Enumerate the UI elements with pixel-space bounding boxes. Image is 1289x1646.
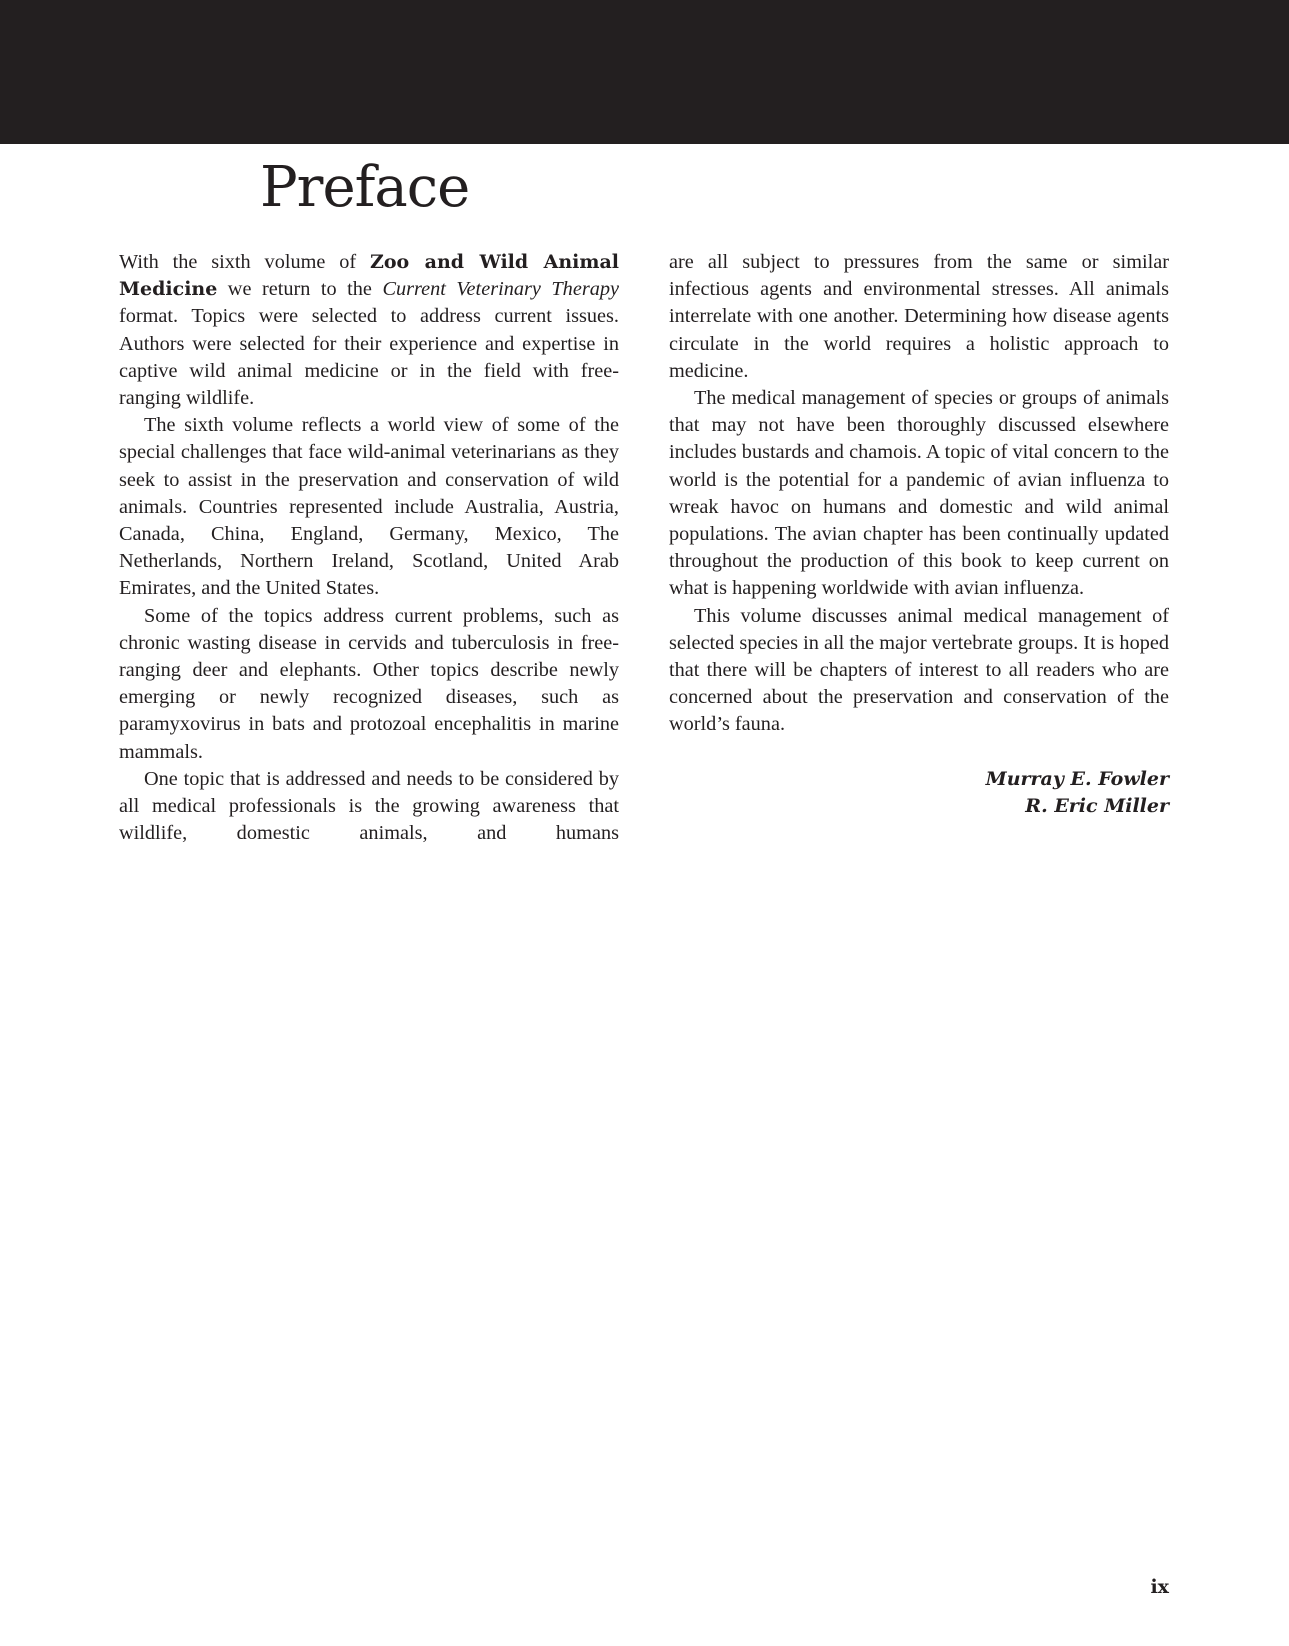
left-column [119, 249, 619, 847]
paragraph-medical-management: The medical management of species or groups of animals that may not have been thoroughly discussed elsewhere includes bustards and chamois. A topic of vital concern to the world is the potential for a pandemic of avian influenza to wreak havoc on humans and domestic and wild animal populations. The avian chapter has been continually updated throughout the production of this book to keep current on what is happening worldwide with avian influenza. [669, 387, 1169, 600]
page-number: ix [1150, 1576, 1169, 1598]
series-title: Current Veterinary Therapy [382, 278, 619, 301]
paragraph-one-topic-end: are all subject to pressures from the same or similar infectious agents and environmental stresses. All animals interrelate with one another. Determining how disease agents circulate in the world requires a holistic approach to medicine. [669, 251, 1169, 382]
intro-text-2: we return to the [217, 278, 383, 301]
header-band [0, 0, 1289, 144]
right-column [669, 249, 1169, 820]
paragraph-current-problems: Some of the topics address current problems, such as chronic wasting disease in cervids and tuberculosis in free-ranging deer and elephants. Other topics describe newly emerging or newly recognized diseases, such as paramyxovirus in bats and protozoal encephalitis in marine mammals. [119, 604, 619, 763]
signature-block [669, 766, 1169, 820]
paragraph-world-view: The sixth volume reflects a world view of some of the special challenges that face wild-animal veterinarians as they seek to assist in the preservation and conservation of wild animals. Countries represented include Australia, Austria, Canada, China, England, Germany, Mexico, The Netherlands, Northern Ireland, Scotland, United Arab Emirates, and the United States. [119, 414, 619, 600]
page-title: Preface [260, 155, 470, 220]
book-title: Zoo and Wild Animal Medicine [119, 251, 619, 301]
signature-author-2: R. Eric Miller [1025, 794, 1169, 817]
paragraph-this-volume: This volume discusses animal medical management of selected species in all the major vertebrate groups. It is hoped that there will be chapters of interest to all readers who are concerned about the preservation and conservation of the world’s fauna. [669, 604, 1169, 736]
intro-text-3: format. Topics were selected to address current issues. Authors were selected for their experience and expertise in captive wild animal medicine or in the field with free-ranging wildlife. [119, 305, 619, 410]
signature-author-1: Murray E. Fowler [985, 767, 1169, 790]
intro-text-1: With the sixth volume of [119, 251, 371, 273]
paragraph-one-topic-start: One topic that is addressed and needs to be considered by all medical professionals is the growing awareness that wildlife, domestic animals, and humans [119, 767, 619, 845]
paragraph-intro [119, 249, 619, 412]
